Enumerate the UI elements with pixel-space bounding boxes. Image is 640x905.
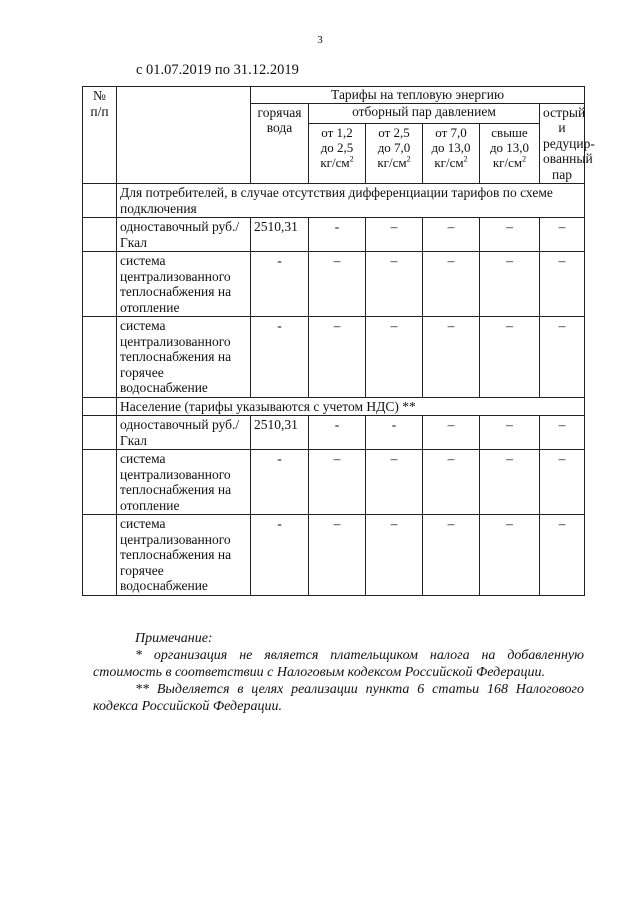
notes-title: Примечание:	[135, 631, 213, 646]
dash-cell: –	[366, 252, 423, 317]
dash-cell: –	[366, 450, 423, 515]
dash-cell: –	[423, 317, 480, 398]
row-number	[83, 515, 117, 596]
row-number	[83, 416, 117, 450]
steam-col-3: от 7,0 до 13,0 $кг/см^2$	[423, 124, 480, 184]
sharp-steam-header: острый и редуцир-ованный пар	[540, 103, 585, 184]
dash-cell: –	[366, 218, 423, 252]
dash-cell: -	[366, 416, 423, 450]
row-label: одноставочный руб./Гкал	[117, 416, 251, 450]
col-number-header: № п/п	[83, 87, 117, 184]
row-number	[83, 450, 117, 515]
dash-cell: –	[540, 416, 585, 450]
dash-cell: -	[251, 252, 309, 317]
row-number	[83, 184, 117, 218]
dash-cell: -	[251, 317, 309, 398]
dash-cell: –	[480, 252, 540, 317]
row-label: система централизованного теплоснабжения на отопление	[117, 252, 251, 317]
dash-cell: –	[423, 218, 480, 252]
period-heading: с 01.07.2019 по 31.12.2019	[136, 62, 299, 78]
dash-cell: –	[480, 450, 540, 515]
row-label: система централизованного теплоснабжения на горячее водоснабжение	[117, 317, 251, 398]
note-1: * организация не является плательщиком налога на добавленную стоимость в соответствии с Налоговым кодексом Российской Федерации.	[93, 648, 584, 680]
note-2: ** Выделяется в целях реализации пункта 6 статьи 168 Налогового кодекса Российской Федерации.	[93, 682, 584, 714]
tariff-table	[82, 86, 595, 596]
steam-col-2: от 2,5 до 7,0 $кг/см^2$	[366, 124, 423, 184]
dash-cell: –	[540, 450, 585, 515]
dash-cell: -	[251, 450, 309, 515]
dash-cell: –	[423, 416, 480, 450]
dash-cell: –	[480, 416, 540, 450]
dash-cell: -	[309, 218, 366, 252]
value-cell: 2510,31	[251, 416, 309, 450]
steam-col-4: свыше до 13,0 $кг/см^2$	[480, 124, 540, 184]
section-title: Население (тарифы указываются с учетом НДС) **	[117, 397, 585, 416]
dash-cell: –	[540, 218, 585, 252]
dash-cell: –	[366, 515, 423, 596]
dash-cell: –	[480, 515, 540, 596]
notes-block	[93, 630, 584, 715]
row-number	[83, 252, 117, 317]
steam-header: отборный пар давлением	[309, 103, 540, 124]
row-number	[83, 218, 117, 252]
row-number	[83, 317, 117, 398]
dash-cell: –	[423, 450, 480, 515]
section-title: Для потребителей, в случае отсутствия дифференциации тарифов по схеме подключения	[117, 184, 585, 218]
row-label: система централизованного теплоснабжения на отопление	[117, 450, 251, 515]
dash-cell: –	[480, 218, 540, 252]
dash-cell: –	[423, 252, 480, 317]
page-number: 3	[317, 34, 323, 46]
hot-water-header: горячая вода	[251, 103, 309, 184]
dash-cell: -	[251, 515, 309, 596]
tariffs-header: Тарифы на тепловую энергию	[251, 87, 585, 104]
steam-col-1: от 1,2 до 2,5 $кг/см^2$	[309, 124, 366, 184]
value-cell: 2510,31	[251, 218, 309, 252]
col-empty-header	[117, 87, 251, 184]
dash-cell: –	[309, 450, 366, 515]
dash-cell: –	[309, 252, 366, 317]
row-label: одноставочный руб./Гкал	[117, 218, 251, 252]
row-number	[83, 397, 117, 416]
dash-cell: –	[540, 317, 585, 398]
dash-cell: –	[309, 317, 366, 398]
dash-cell: –	[309, 515, 366, 596]
dash-cell: -	[309, 416, 366, 450]
dash-cell: –	[480, 317, 540, 398]
dash-cell: –	[366, 317, 423, 398]
dash-cell: –	[540, 515, 585, 596]
dash-cell: –	[540, 252, 585, 317]
dash-cell: –	[423, 515, 480, 596]
row-label: система централизованного теплоснабжения на горячее водоснабжение	[117, 515, 251, 596]
